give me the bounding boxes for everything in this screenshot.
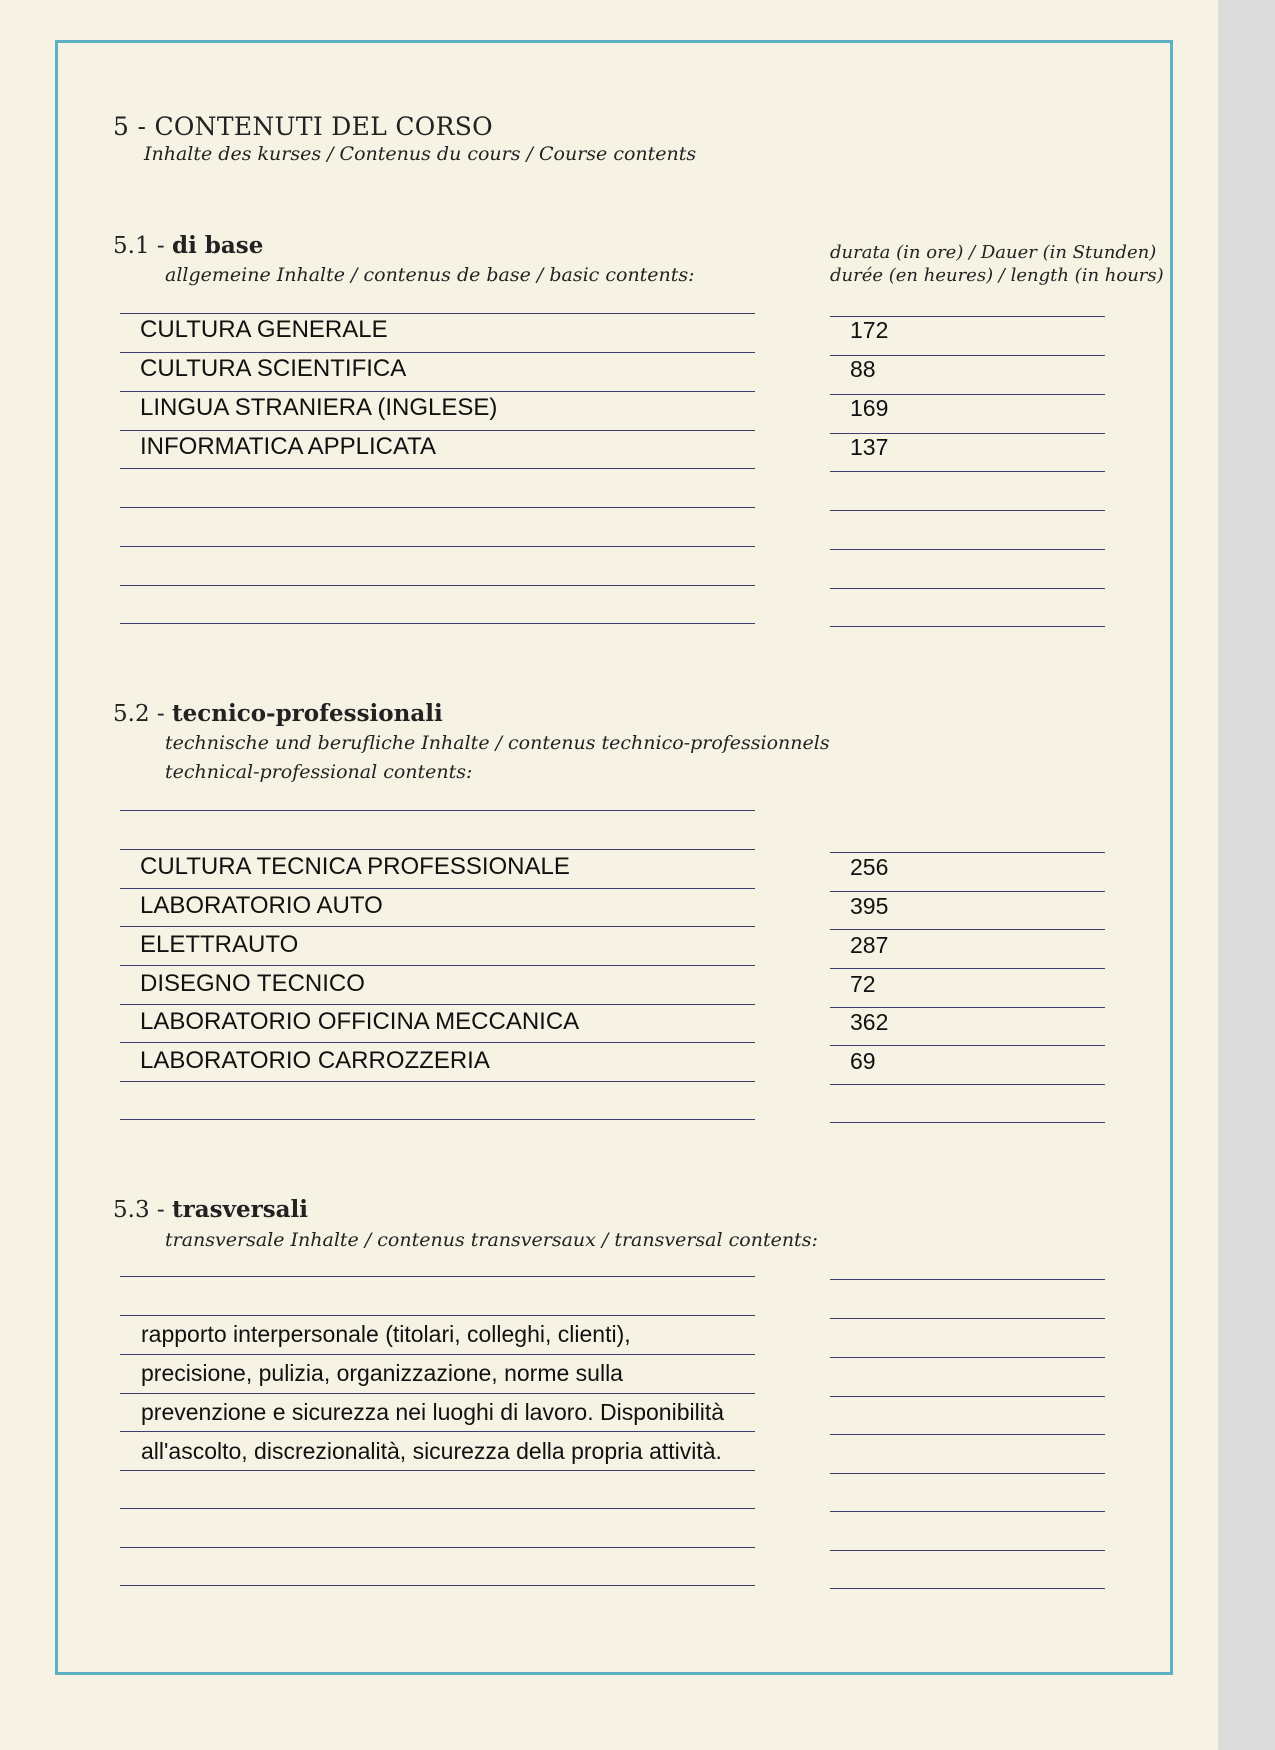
page-title: 5 - CONTENUTI DEL CORSO	[113, 112, 493, 141]
section-2-row-label: LABORATORIO OFFICINA MECCANICA	[140, 1008, 580, 1035]
section-2-subtitle-line-1: technische und berufliche Inhalte / contenus technico-professionnels	[165, 732, 830, 754]
rule	[120, 1119, 755, 1120]
section-2-subtitle-line-2: technical-professional contents:	[165, 761, 473, 783]
rule	[830, 1588, 1105, 1589]
section-3-title: trasversali	[171, 1196, 309, 1223]
rule	[120, 507, 755, 508]
rule	[120, 1508, 755, 1509]
rule	[120, 1276, 755, 1277]
section-1-row-label: INFORMATICA APPLICATA	[140, 433, 437, 460]
duration-header-line-1: durata (in ore) / Dauer (in Stunden)	[830, 242, 1157, 263]
rule	[830, 891, 1105, 892]
rule	[830, 929, 1105, 930]
rule	[830, 316, 1105, 317]
rule	[120, 965, 755, 966]
section-1-row-label: CULTURA SCIENTIFICA	[140, 355, 407, 382]
section-2-row-hours: 362	[850, 1009, 889, 1035]
section-1-row-hours: 137	[850, 434, 889, 460]
section-1-title: di base	[171, 232, 264, 259]
rule	[120, 1042, 755, 1043]
rule	[830, 626, 1105, 627]
section-2-row-hours: 287	[850, 932, 889, 958]
section-2-row-hours: 69	[850, 1048, 876, 1074]
section-3-text-line: precisione, pulizia, organizzazione, norme sulla	[141, 1360, 623, 1386]
section-1-heading	[113, 232, 263, 259]
section-1-row-hours: 169	[850, 395, 889, 421]
rule	[830, 968, 1105, 969]
rule	[120, 391, 755, 392]
rule	[830, 852, 1105, 853]
rule	[830, 1511, 1105, 1512]
section-2-row-hours: 395	[850, 893, 889, 919]
section-2-number: 5.2 -	[113, 701, 172, 727]
rule	[830, 394, 1105, 395]
rule	[120, 810, 755, 811]
rule	[830, 510, 1105, 511]
section-3-text-line: prevenzione e sicurezza nei luoghi di lavoro. Disponibilità	[141, 1399, 724, 1425]
section-1-row-label: LINGUA STRANIERA (INGLESE)	[140, 394, 498, 421]
rule	[120, 430, 755, 431]
rule	[120, 1315, 755, 1316]
section-3-heading	[113, 1196, 308, 1223]
rule	[120, 1470, 755, 1471]
rule	[830, 1045, 1105, 1046]
rule	[120, 1081, 755, 1082]
rule	[120, 1431, 755, 1432]
rule	[830, 1122, 1105, 1123]
rule	[120, 585, 755, 586]
page-subtitle: Inhalte des kurses / Contenus du cours / Course contents	[144, 143, 697, 165]
section-2-title: tecnico-professionali	[171, 700, 443, 727]
rule	[830, 1473, 1105, 1474]
rule	[120, 1354, 755, 1355]
section-2-row-hours: 256	[850, 854, 889, 880]
section-3-text-line: all'ascolto, discrezionalità, sicurezza della propria attività.	[141, 1438, 722, 1464]
rule	[830, 1084, 1105, 1085]
duration-header-line-2: durée (en heures) / length (in hours)	[830, 265, 1164, 286]
rule	[830, 1318, 1105, 1319]
rule	[120, 352, 755, 353]
rule	[830, 1396, 1105, 1397]
rule	[120, 849, 755, 850]
rule	[830, 1007, 1105, 1008]
section-2-row-hours: 72	[850, 971, 876, 997]
section-1-subtitle: allgemeine Inhalte / contenus de base / basic contents:	[165, 264, 695, 286]
rule	[120, 888, 755, 889]
rule	[830, 433, 1105, 434]
rule	[120, 1004, 755, 1005]
rule	[120, 926, 755, 927]
section-2-row-label: DISEGNO TECNICO	[140, 970, 365, 997]
rule	[830, 1357, 1105, 1358]
section-1-row-label: CULTURA GENERALE	[140, 316, 388, 343]
section-3-number: 5.3 -	[113, 1197, 172, 1223]
rule	[830, 1434, 1105, 1435]
rule	[830, 1279, 1105, 1280]
rule	[120, 1585, 755, 1586]
section-2-row-label: LABORATORIO CARROZZERIA	[140, 1047, 490, 1074]
rule	[830, 1550, 1105, 1551]
rule	[830, 549, 1105, 550]
section-3-subtitle: transversale Inhalte / contenus transversaux / transversal contents:	[165, 1229, 818, 1251]
rule	[830, 471, 1105, 472]
section-2-row-label: ELETTRAUTO	[140, 931, 299, 958]
section-3-text-line: rapporto interpersonale (titolari, colleghi, clienti),	[141, 1321, 631, 1347]
rule	[830, 355, 1105, 356]
section-2-row-label: CULTURA TECNICA PROFESSIONALE	[140, 853, 570, 880]
rule	[120, 313, 755, 314]
rule	[120, 623, 755, 624]
section-2-heading	[113, 700, 443, 727]
section-1-number: 5.1 -	[113, 233, 172, 259]
rule	[120, 468, 755, 469]
rule	[120, 1393, 755, 1394]
rule	[830, 588, 1105, 589]
section-1-row-hours: 172	[850, 317, 889, 343]
rule	[120, 546, 755, 547]
section-1-row-hours: 88	[850, 356, 876, 382]
rule	[120, 1547, 755, 1548]
section-2-row-label: LABORATORIO AUTO	[140, 892, 383, 919]
